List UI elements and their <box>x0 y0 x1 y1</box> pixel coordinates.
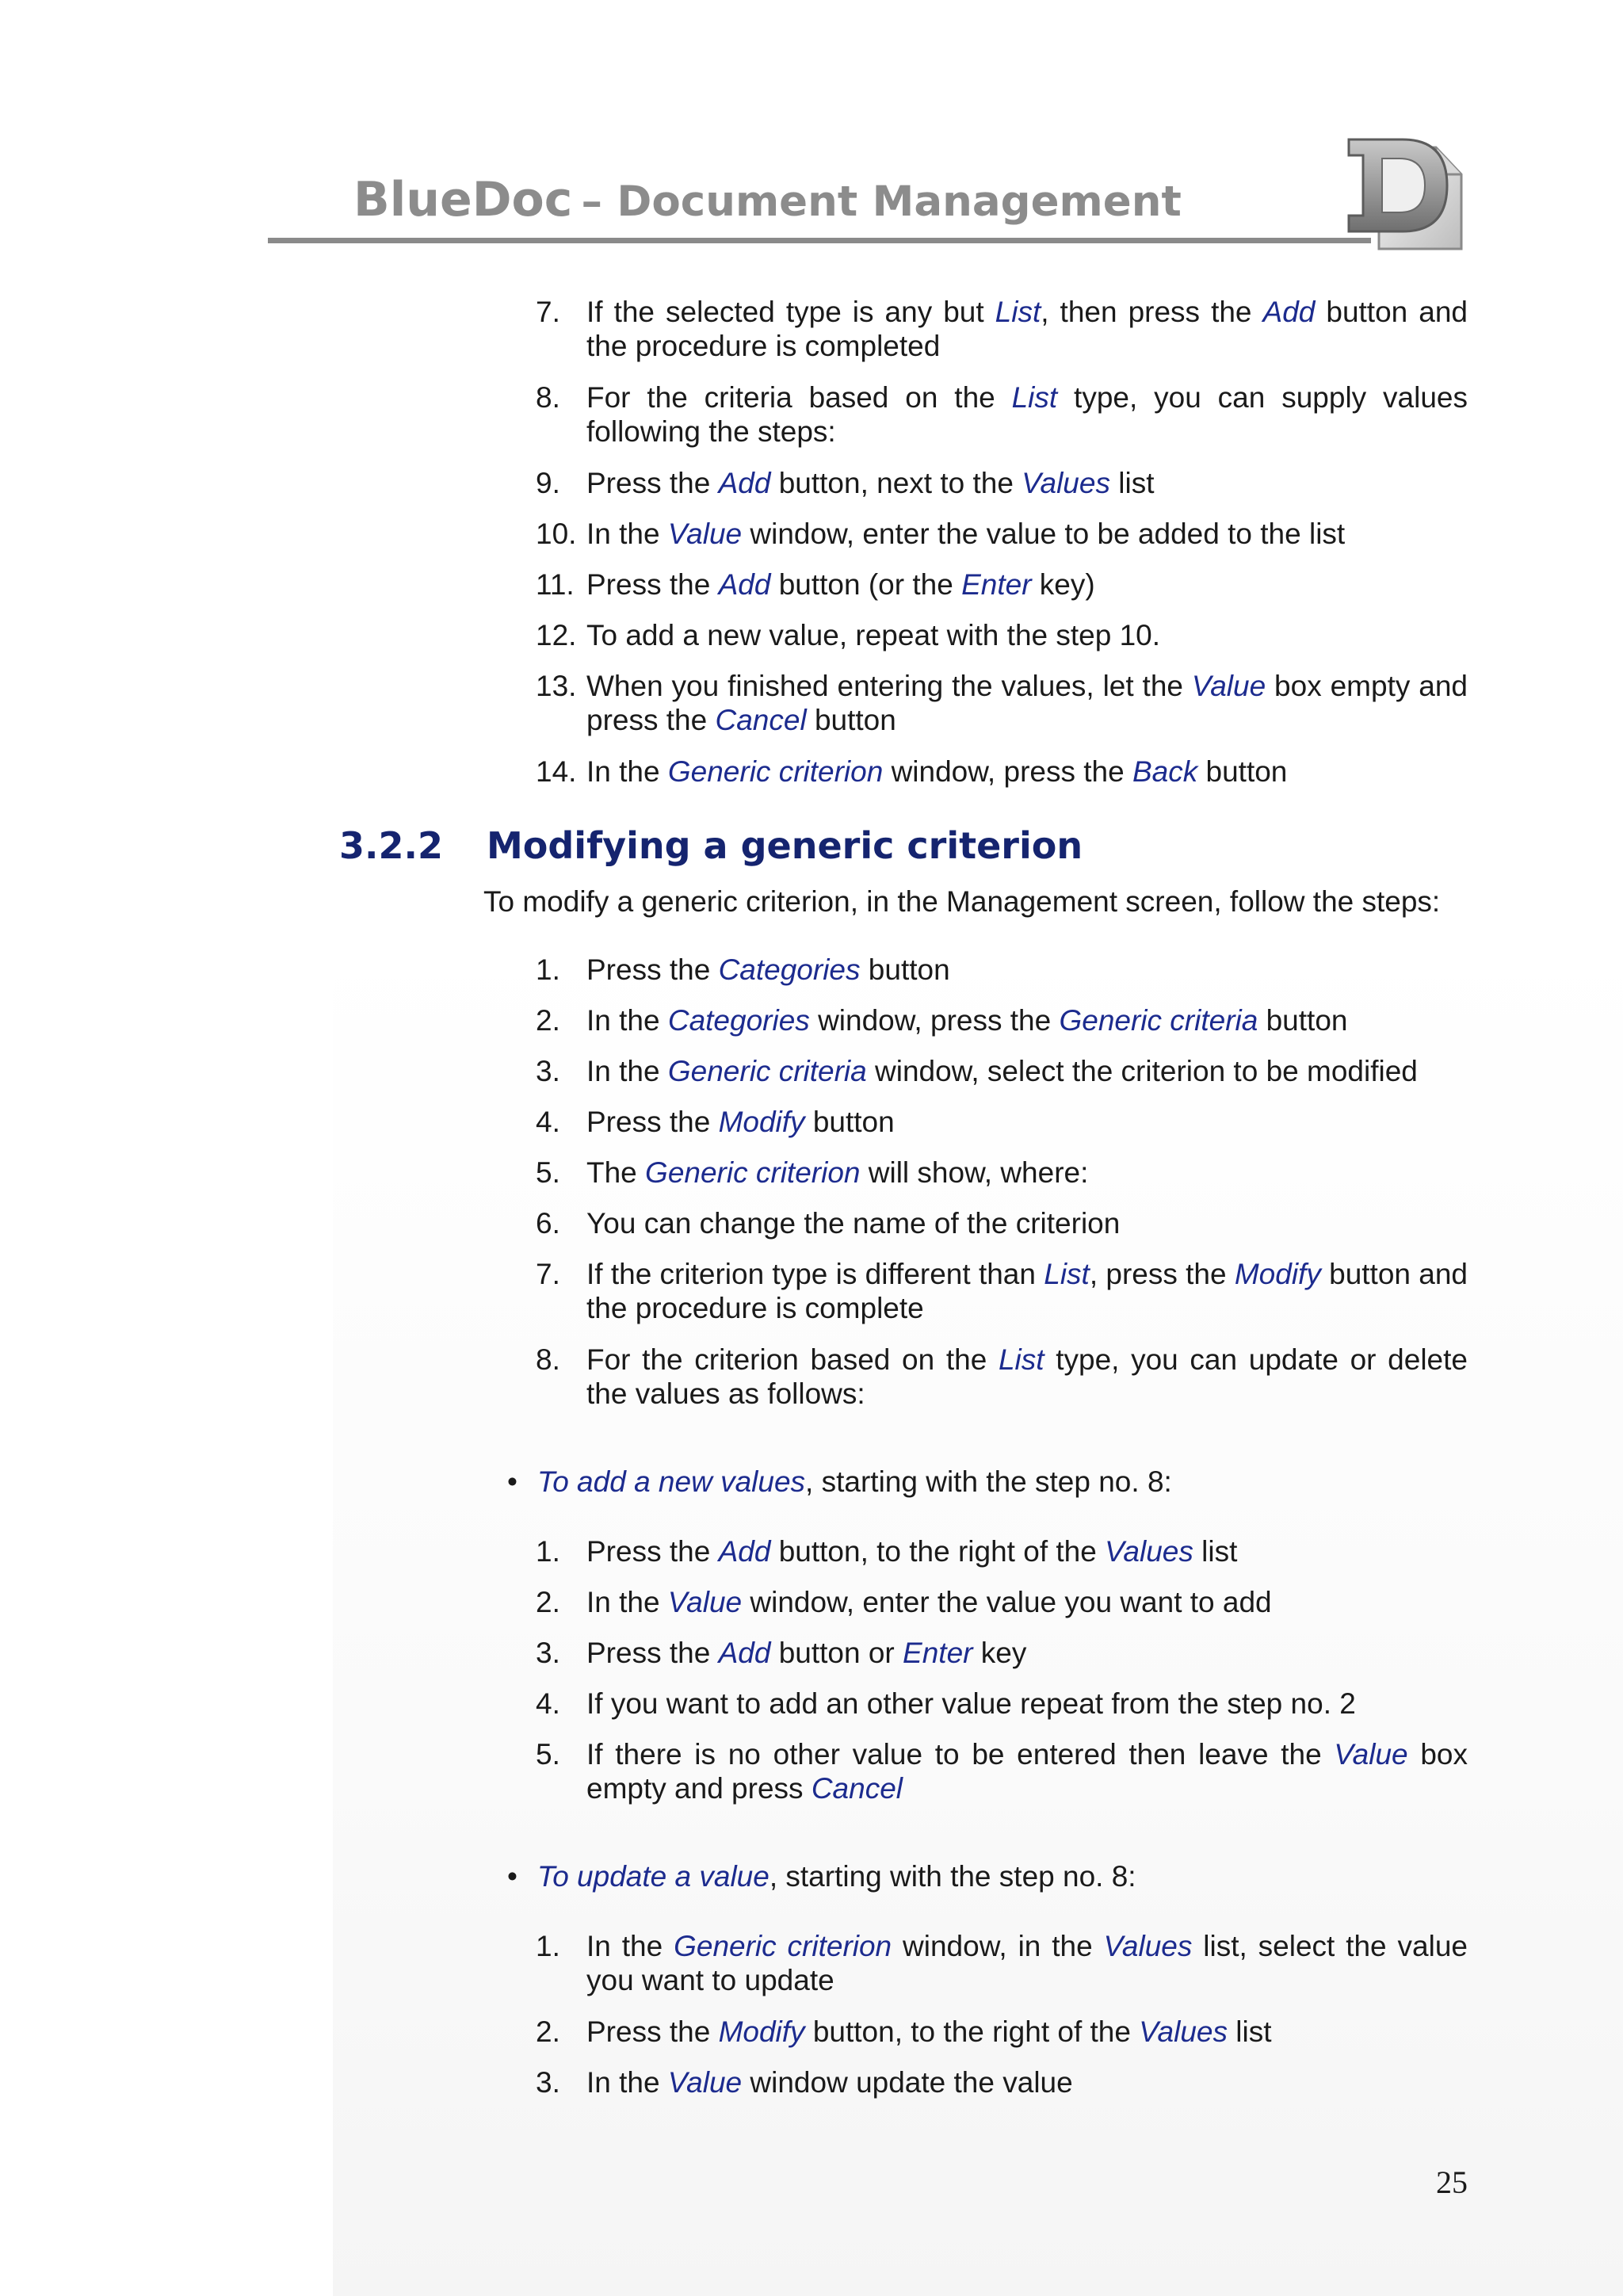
text-run: key) <box>1031 568 1095 601</box>
text-run: Press the <box>586 1637 719 1669</box>
text-run: Press the <box>586 1106 719 1138</box>
ui-term: Generic criterion <box>667 755 884 788</box>
text-run: window update the value <box>742 2066 1073 2099</box>
list-item-text <box>586 1054 1468 1088</box>
list-item-text <box>586 755 1468 789</box>
text-run: window, select the criterion to be modified <box>866 1055 1418 1087</box>
text-run: Press the <box>586 467 719 499</box>
ui-term: List <box>998 1343 1044 1376</box>
list-item-text <box>586 1687 1468 1721</box>
text-run: window, enter the value to be added to the list <box>742 518 1346 550</box>
text-run: button and the procedure is complete <box>586 1258 1468 1324</box>
text-run: Press the <box>586 1535 719 1568</box>
ui-term: Values <box>1105 1535 1193 1568</box>
list-item-number: 1. <box>536 953 560 986</box>
ui-term: Add <box>718 1637 771 1669</box>
text-run: window, in the <box>892 1930 1104 1962</box>
text-run: button, to the right of the <box>770 1535 1106 1568</box>
list-item <box>536 1206 1468 1240</box>
text-run: button, next to the <box>770 467 1022 499</box>
list-item-text <box>586 1929 1468 1997</box>
ui-term: Values <box>1022 467 1110 499</box>
list-item-text <box>586 669 1468 737</box>
list-item <box>536 1257 1468 1325</box>
text-run: For the criteria based on the <box>586 381 1012 414</box>
text-run: In the <box>586 1930 674 1962</box>
text-run: key <box>972 1637 1027 1669</box>
list-item <box>536 1687 1468 1721</box>
list-item-text <box>586 1003 1468 1037</box>
list-item-number: 7. <box>536 1258 560 1290</box>
text-run: In the <box>586 755 668 788</box>
text-run: , starting with the step no. 8: <box>769 1860 1136 1893</box>
ui-term: Categories <box>667 1004 810 1037</box>
list-item <box>536 1003 1468 1037</box>
text-run: list <box>1193 1535 1238 1568</box>
list-item-number: 12. <box>536 619 577 651</box>
list-item <box>536 380 1468 449</box>
list-item-text <box>586 1343 1468 1411</box>
text-run: If the criterion type is different than <box>586 1258 1044 1290</box>
ui-term: Value <box>667 1586 743 1618</box>
bullet-update-value <box>507 1859 1474 1893</box>
text-run: button <box>860 953 950 986</box>
section-intro: To modify a generic criterion, in the Management screen, follow the steps: <box>483 885 1441 918</box>
list-item <box>536 517 1468 551</box>
text-run: You can change the name of the criterion <box>586 1207 1121 1240</box>
text-run: The <box>586 1156 646 1189</box>
page-number: 25 <box>1436 2164 1468 2200</box>
ui-term: List <box>1044 1258 1090 1290</box>
ui-term: To add a new values <box>537 1465 806 1498</box>
ui-term: Value <box>667 2066 743 2099</box>
bullet-dot-icon: • <box>507 1860 517 1893</box>
ui-term: Value <box>667 518 743 550</box>
section-title: Modifying a generic criterion <box>487 824 1083 867</box>
ui-term: Generic criteria <box>1059 1004 1258 1037</box>
text-run: , starting with the step no. 8: <box>805 1465 1172 1498</box>
list-item <box>536 1054 1468 1088</box>
text-run: button <box>1197 755 1288 788</box>
list-item-number: 7. <box>536 296 560 328</box>
list-item-number: 8. <box>536 1343 560 1376</box>
list-item-text <box>586 466 1468 500</box>
text-run: If there is no other value to be entered then leave the <box>586 1738 1335 1771</box>
ui-term: Add <box>718 467 771 499</box>
ui-term: List <box>995 296 1041 328</box>
header-brand: BlueDoc <box>353 172 573 227</box>
bullet-text <box>537 1465 1474 1499</box>
list-item-text <box>586 2015 1468 2049</box>
list-item-number: 11. <box>536 568 575 601</box>
bullet-add-values <box>507 1465 1474 1499</box>
list-item-text <box>586 567 1468 602</box>
list-item <box>536 2015 1468 2049</box>
list-item-number: 5. <box>536 1738 560 1771</box>
list-item-text <box>586 1105 1468 1139</box>
list-item <box>536 953 1468 987</box>
text-run: In the <box>586 1055 668 1087</box>
list-item-text <box>586 295 1468 363</box>
list-item <box>536 669 1468 737</box>
header-rule <box>268 238 1371 243</box>
text-run: For the criterion based on the <box>586 1343 999 1376</box>
list-item-number: 4. <box>536 1106 560 1138</box>
text-run: type, you can supply values following the steps: <box>586 381 1468 448</box>
list-item-text <box>586 1156 1468 1190</box>
text-run: In the <box>586 518 668 550</box>
list-item-text <box>586 380 1468 449</box>
list-item <box>536 466 1468 500</box>
ui-term: Generic criterion <box>674 1930 892 1962</box>
list-item-text <box>586 517 1468 551</box>
ui-term: Values <box>1139 2015 1228 2048</box>
list-item-number: 14. <box>536 755 577 788</box>
ui-term: Add <box>1262 296 1316 328</box>
text-run: Press the <box>586 953 719 986</box>
list-item-number: 8. <box>536 381 560 414</box>
list-item <box>536 2065 1468 2099</box>
text-run: Press the <box>586 568 719 601</box>
text-run: window, enter the value you want to add <box>742 1586 1272 1618</box>
header-title <box>353 172 1182 227</box>
header-subtitle: – Document Management <box>581 178 1182 226</box>
text-run: If you want to add an other value repeat from the step no. 2 <box>586 1687 1356 1720</box>
text-run: Press the <box>586 2015 719 2048</box>
list-item-text <box>586 1585 1468 1619</box>
list-item-number: 4. <box>536 1687 560 1720</box>
ui-term: Back <box>1132 755 1198 788</box>
list-item-number: 1. <box>536 1535 560 1568</box>
text-run: window, press the <box>883 755 1132 788</box>
text-run: window, press the <box>809 1004 1060 1037</box>
text-run: button <box>1258 1004 1348 1037</box>
list-item-text <box>586 1636 1468 1670</box>
list-item-text <box>586 1534 1468 1568</box>
list-item-text <box>586 1737 1468 1805</box>
list-item <box>536 567 1468 602</box>
text-run: list, select the value you want to update <box>586 1930 1468 1996</box>
text-run: When you finished entering the values, let the <box>586 670 1192 702</box>
list-item-number: 1. <box>536 1930 560 1962</box>
text-run: In the <box>586 1004 668 1037</box>
list-item <box>536 1737 1468 1805</box>
list-item-number: 3. <box>536 1055 560 1087</box>
text-run: button <box>806 704 896 736</box>
list-item-number: 2. <box>536 1586 560 1618</box>
list-item <box>536 1343 1468 1411</box>
list-item-number: 6. <box>536 1207 560 1240</box>
list-item <box>536 1585 1468 1619</box>
list-item <box>536 295 1468 363</box>
list-item-number: 3. <box>536 2066 560 2099</box>
ui-term: List <box>1011 381 1058 414</box>
list-item-number: 2. <box>536 1004 560 1037</box>
list-item-number: 9. <box>536 467 560 499</box>
ui-term: Categories <box>718 953 861 986</box>
list-item-number: 10. <box>536 518 577 550</box>
list-item <box>536 1105 1468 1139</box>
text-run: type, you can update or delete the values as follows: <box>586 1343 1468 1410</box>
text-run: button or <box>770 1637 903 1669</box>
text-run: In the <box>586 1586 668 1618</box>
ui-term: Value <box>1191 670 1266 702</box>
text-run: button <box>804 1106 895 1138</box>
list-item-text <box>586 1206 1468 1240</box>
ui-term: Value <box>1334 1738 1408 1771</box>
text-run: If the selected type is any but <box>586 296 995 328</box>
text-run: will show, where: <box>860 1156 1089 1189</box>
list-item-text <box>586 953 1468 987</box>
list-item <box>536 755 1468 789</box>
text-run: list <box>1228 2015 1272 2048</box>
list-item <box>536 1636 1468 1670</box>
text-run: , press the <box>1089 1258 1235 1290</box>
section-number: 3.2.2 <box>339 824 443 867</box>
list-item-number: 2. <box>536 2015 560 2048</box>
text-run: To add a new value, repeat with the step 10. <box>586 619 1161 651</box>
text-run: button (or the <box>770 568 962 601</box>
ui-term: Add <box>718 568 771 601</box>
bullet-dot-icon: • <box>507 1465 517 1498</box>
ui-term: Enter <box>961 568 1032 601</box>
text-run: list <box>1109 467 1155 499</box>
list-item-text <box>586 2065 1468 2099</box>
list-item <box>536 1156 1468 1190</box>
text-run: In the <box>586 2066 668 2099</box>
list-item <box>536 1929 1468 1997</box>
list-item <box>536 1534 1468 1568</box>
list-item-text <box>586 618 1468 652</box>
bullet-text <box>537 1859 1474 1893</box>
ui-term: Values <box>1103 1930 1193 1962</box>
text-run: box empty and press the <box>586 670 1468 736</box>
ui-term: Enter <box>903 1637 973 1669</box>
ui-term: Add <box>718 1535 771 1568</box>
ui-term: To update a value <box>537 1860 769 1893</box>
bluedoc-d-logo-icon <box>1341 133 1468 252</box>
ui-term: Modify <box>1234 1258 1321 1290</box>
text-run: box empty and press <box>586 1738 1468 1805</box>
text-run: , then press the <box>1041 296 1263 328</box>
list-item <box>536 618 1468 652</box>
ui-term: Generic criteria <box>667 1055 867 1087</box>
ui-term: Generic criterion <box>645 1156 861 1189</box>
list-item-text <box>586 1257 1468 1325</box>
list-item-number: 5. <box>536 1156 560 1189</box>
list-item-number: 13. <box>536 670 577 702</box>
ui-term: Modify <box>718 2015 805 2048</box>
list-item-number: 3. <box>536 1637 560 1669</box>
ui-term: Modify <box>718 1106 805 1138</box>
text-run: button and the procedure is completed <box>586 296 1468 362</box>
ui-term: Cancel <box>811 1772 903 1805</box>
text-run: button, to the right of the <box>804 2015 1140 2048</box>
ui-term: Cancel <box>715 704 807 736</box>
